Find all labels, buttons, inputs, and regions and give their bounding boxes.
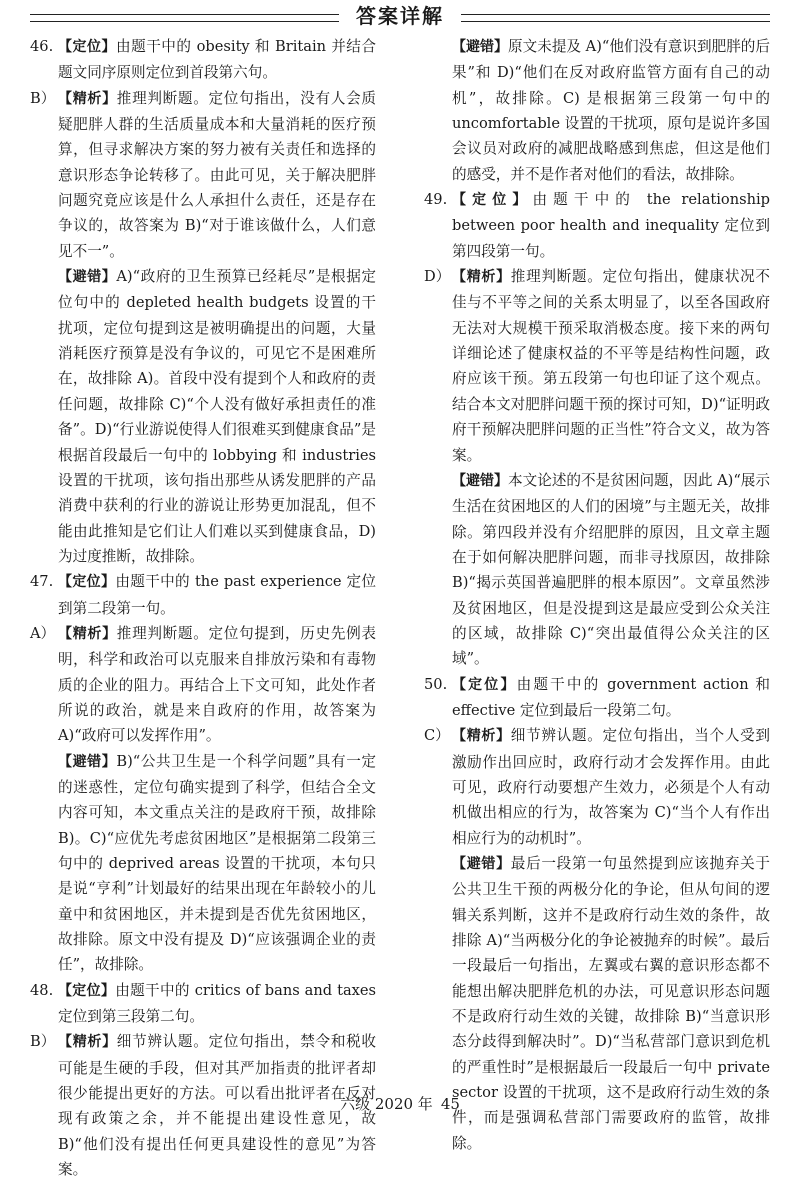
question-49-analysis (424, 264, 770, 468)
locate-text: 由题干中的 critics of bans and taxes 定位到第三段第二句。 (58, 981, 376, 1026)
left-column (30, 34, 376, 1182)
error-tag: 【避错】 (58, 753, 117, 770)
page-header (0, 0, 800, 32)
page-footer (0, 1093, 800, 1115)
question-number: 49. (424, 191, 448, 209)
question-number: 47. (30, 573, 54, 591)
locate-tag: 【定位】 (452, 192, 533, 209)
question-47-locate (30, 569, 376, 621)
locate-text: 由题干中的 the relationship between poor health and inequality 定位到第四段第一句。 (452, 191, 771, 260)
question-46-error (58, 264, 376, 569)
analysis-text: 推理判断题。定位句指出，健康状况不佳与不平等之间的关系太明显了，以至各国政府无法对大规模干预采取消极态度。接下来的两句详细论述了健康权益的不平等是结构性问题，政府应该干预。第五段第一句也印证了这个观点。结合本文对肥胖问题干预的探讨可知，D)“证明政府干预解决肥胖问题的正当性”符合文义，故为答案。 (452, 268, 770, 464)
exam-label: 六级 2020 年 (340, 1095, 433, 1113)
locate-text: 由题干中的 the past experience 定位到第二段第一句。 (58, 573, 377, 617)
error-text: A)“政府的卫生预算已经耗尽”是根据定位句中的 depleted health budgets 设置的干扰项，定位句提到这是被明确提出的问题，大量消耗医疗预算是没有争议的，可见它不是困难所在，故排除 A)。首段中没有提到个人和政府的责任问题，故排除 C)“个人没有做好承担责任的准备”。D)“行业游说使得人们很难买到健康食品”是根据首段最后一句中的 lobbying 和 industries 设置的干扰项，该句指出那些从诱发肥胖的产品消费中获利的行业的游说让形势更加混乱，但不能由此推知是它们让人们难以买到健康食品，D) 为过度推断，故排除。 (58, 268, 377, 565)
answer-letter: B） (30, 1033, 56, 1051)
analysis-text: 细节辨认题。定位句指出，禁令和税收可能是生硬的手段，但对其严加指责的批评者却很少能提出更好的方法。可以看出批评者在反对现有政策之余，并不能提出建设性意见，故 B)“他们没有提出任何更具建设性的意见”为答案。 (58, 1033, 376, 1179)
analysis-text: 推理判断题。定位句指出，没有人会质疑肥胖人群的生活质量成本和大量消耗的医疗预算，但寻求解决方案的努力被有关责任和选择的意识形态争论转移了。由此可见，关于解决肥胖问题究竟应该是什么人承担什么责任，还是存在争议的，故答案为 B)“对于谁该做什么，人们意见不一”。 (58, 89, 376, 260)
question-48-locate (30, 978, 376, 1030)
analysis-text: 推理判断题。定位句提到，历史先例表明，科学和政治可以克服来自排放污染和有毒物质的企业的阻力。再结合上下文可知，此处作者所说的政治，就是来自政府的作用，故答案为 A)“政府可以发挥作用”。 (58, 624, 376, 745)
error-text: 最后一段第一句虽然提到应该抛弃关于公共卫生干预的两极分化的争论，但从句间的逻辑关系判断，这并不是政府行动生效的条件，故排除 A)“当两极分化的争论被抛弃的时候”。最后一段最后一句指出，左翼或右翼的意识形态都不能想出解决肥胖危机的办法，可见意识形态问题不是政府行动生效的关键，故排除 B)“当意识形态分歧得到解决时”。D)“当私营部门意识到危机的严重性时”是根据最后一段最后一句中 private sector 设置的干扰项，这不是政府行动生效的条件，而是强调私营部门需要政府的监管，故排除。 (452, 855, 770, 1152)
error-tag: 【避错】 (452, 472, 509, 489)
question-46-analysis (30, 86, 376, 264)
question-number: 50. (424, 675, 448, 693)
analysis-tag: 【精析】 (58, 1034, 117, 1051)
locate-tag: 【定位】 (58, 982, 116, 999)
question-46-locate (30, 34, 376, 86)
question-50-locate (424, 672, 770, 724)
answer-letter: B） (30, 89, 56, 107)
answer-letter: D） (424, 268, 451, 286)
analysis-tag: 【精析】 (452, 728, 511, 745)
locate-text: 由题干中的 government action 和 effective 定位到最后一段第二句。 (452, 675, 771, 719)
answer-letter: A） (30, 624, 56, 642)
error-tag: 【避错】 (452, 39, 509, 55)
analysis-tag: 【精析】 (58, 90, 117, 107)
error-text: B)“公共卫生是一个科学问题”具有一定的迷惑性，定位句确实提到了科学，但结合全文内容可知，本文重点关注的是政府干预，故排除 B)。C)“应优先考虑贫困地区”是根据第二段第三句中的 deprived areas 设置的干扰项，本句只是说“亨利”计划最好的结果出现在年龄较小的儿童中和贫困地区，并未提到是否优先贫困地区，故排除。原文中没有提及 D)“应该强调企业的责任”，故排除。 (58, 752, 377, 974)
error-tag: 【避错】 (58, 269, 117, 286)
answer-letter: C） (424, 727, 450, 745)
analysis-tag: 【精析】 (58, 625, 117, 642)
question-50-analysis (424, 723, 770, 851)
header-title: 答案详解 (339, 2, 461, 30)
question-number: 46. (30, 38, 54, 55)
question-47-analysis (30, 621, 376, 749)
error-text: 原文未提及 A)“他们没有意识到肥胖的后果”和 D)“他们在反对政府监管方面有自己的动机”，故排除。C) 是根据第三段第一句中的 uncomfortable 设置的干扰项，原句是说许多国会议员对政府的减肥战略感到焦虑，但这是他们的感受，并不是作者对他们的看法，故排除。 (452, 38, 770, 183)
question-number: 48. (30, 981, 54, 999)
right-column (424, 34, 770, 1156)
page-number: 45 (440, 1095, 460, 1113)
error-tag: 【避错】 (452, 856, 511, 872)
locate-tag: 【定位】 (452, 676, 517, 693)
error-text: 本文论述的不是贫困问题，因此 A)“展示生活在贫困地区的人们的困境”与主题无关，故排除。第四段并没有介绍肥胖的原因，且文章主题在于如何解决肥胖问题，而非寻找原因，故排除 B)“揭示英国普遍肥胖的根本原因”。文章虽然涉及贫困地区，但是没提到这是最应受到公众关注的区域，故排除 C)“突出最值得公众关注的区域”。 (452, 471, 770, 668)
question-48-error (452, 34, 770, 187)
locate-text: 由题干中的 obesity 和 Britain 并结合题文同序原则定位到首段第六句。 (58, 38, 376, 82)
question-47-error (58, 749, 376, 978)
analysis-text: 细节辨认题。定位句指出，当个人受到激励作出回应时，政府行动才会发挥作用。由此可见，政府行动要想产生效力，必须是个人有动机做出相应的行为，故答案为 C)“当个人有作出相应行为的动机时”。 (452, 727, 770, 847)
question-49-error (452, 468, 770, 672)
question-49-locate (424, 187, 770, 264)
locate-tag: 【定位】 (58, 39, 117, 55)
analysis-tag: 【精析】 (452, 269, 511, 286)
locate-tag: 【定位】 (58, 574, 116, 591)
